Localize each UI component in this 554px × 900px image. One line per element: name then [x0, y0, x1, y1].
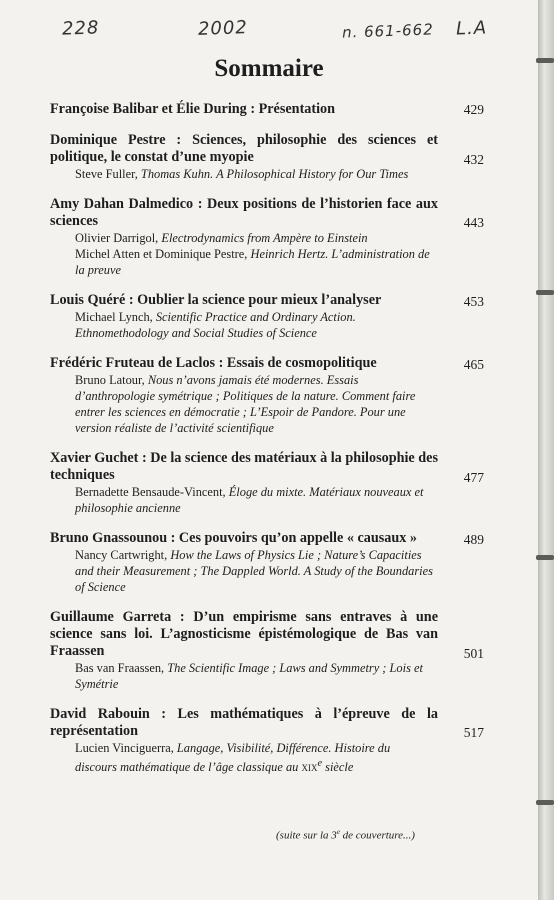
reviewed-title-main: Langage, Visibilité, Différence. Histoire du discours mathématique de l’âge classique au [75, 741, 391, 775]
reviewed-author: Bruno Latour, [75, 373, 148, 387]
reviewed-title: Thomas Kuhn. A Philosophical History for Our Times [140, 167, 409, 181]
handwritten-note-year: 2002 [197, 17, 249, 40]
reviewed-work [75, 246, 433, 278]
page-title: Sommaire [214, 55, 324, 82]
entry-heading: Louis Quéré : Oublier la science pour mieux l’analyser [50, 292, 382, 308]
entry-heading: David Rabouin : Les mathématiques à l’épreuve de la représentation [50, 706, 438, 739]
entry-page-number: 501 [463, 646, 484, 661]
reviewed-title: Electrodynamics from Ampère to Einstein [161, 231, 368, 245]
entry-heading: Amy Dahan Dalmedico : Deux positions de l’historien face aux sciences [50, 196, 438, 229]
entry-page-number: 465 [463, 357, 484, 372]
entry-page-number: 477 [463, 470, 484, 485]
reviewed-title: Nous n’avons jamais été modernes. Essais d’anthropologie symétrique ; Politiques de la nature. Comment faire entrer les sciences en démocratie ; L’Espoir de Pandore. Pour une version réaliste de l’activité scientifique [75, 373, 416, 435]
page-edge [538, 0, 554, 900]
reviewed-work [75, 372, 433, 436]
toc-entry [50, 609, 484, 692]
reviewed-author: Lucien Vinciguerra, [75, 741, 177, 755]
reviewed-title: How the Laws of Physics Lie ; Nature’s Capacities and their Measurement ; The Dappled World. A Study of the Boundaries of Science [75, 548, 433, 594]
toc-entry [50, 706, 484, 775]
entry-page-number: 517 [463, 725, 484, 740]
reviewed-author: Bas van Fraassen, [75, 661, 168, 675]
entry-heading: Xavier Guchet : De la science des matériaux à la philosophie des techniques [50, 450, 438, 483]
binding-clip [536, 58, 554, 63]
handwritten-note-number: 228 [61, 17, 100, 40]
entry-heading: Dominique Pestre : Sciences, philosophie des sciences et politique, le constat d’une myopie [50, 132, 438, 165]
reviewed-author: Steve Fuller, [75, 167, 141, 181]
reviewed-title: Scientific Practice and Ordinary Action. Ethnomethodology and Social Studies of Science [75, 310, 356, 340]
century-numeral: xix [301, 760, 318, 775]
reviewed-author: Michel Atten et Dominique Pestre, [75, 247, 251, 261]
toc-entry [50, 450, 484, 516]
reviewed-work [75, 230, 433, 246]
entry-heading: Françoise Balibar et Élie During : Présentation [50, 101, 336, 117]
toc-entry [50, 292, 484, 341]
reviewed-author: Nancy Cartwright, [75, 548, 171, 562]
continuation-note [276, 828, 415, 842]
entry-page-number: 429 [463, 102, 484, 117]
toc-entry [50, 101, 484, 118]
toc-entry [50, 196, 484, 278]
binding-clip [536, 800, 554, 805]
entry-page-number: 432 [463, 152, 484, 167]
entry-page-number: 489 [463, 532, 484, 547]
footer-suffix: de couverture...) [339, 829, 415, 842]
reviewed-title: The Scientific Image ; Laws and Symmetry ; Lois et Symétrie [75, 661, 423, 691]
reviewed-work [75, 660, 433, 692]
handwritten-note-issue: n. 661-662 [341, 20, 435, 42]
reviewed-author: Bernadette Bensaude-Vincent, [75, 485, 229, 499]
binding-clip [536, 290, 554, 295]
footer-prefix: (suite sur la 3 [276, 829, 337, 842]
footer-sup: e [336, 828, 340, 836]
entry-heading: Frédéric Fruteau de Laclos : Essais de cosmopolitique [50, 355, 377, 371]
entry-page-number: 443 [463, 215, 484, 230]
table-of-contents [50, 101, 484, 789]
reviewed-work [75, 484, 433, 516]
reviewed-title: Éloge du mixte. Matériaux nouveaux et philosophie ancienne [75, 485, 424, 515]
toc-entry [50, 132, 484, 182]
toc-entry [50, 355, 484, 436]
reviewed-work [75, 309, 433, 341]
entry-heading: Guillaume Garreta : D’un empirisme sans entraves à une science sans loi. L’agnosticisme épistémologique de Bas van Fraassen [50, 609, 438, 659]
reviewed-work [75, 166, 433, 182]
reviewed-author: Michael Lynch, [75, 310, 156, 324]
reviewed-work [75, 547, 433, 595]
toc-entry [50, 530, 484, 595]
century-suffix: e [317, 758, 323, 769]
reviewed-work [75, 740, 433, 775]
reviewed-title: Heinrich Hertz. L’administration de la preuve [75, 247, 430, 277]
handwritten-note-initials: L.A [455, 17, 488, 40]
reviewed-title-tail: siècle [322, 760, 354, 775]
binding-clip [536, 555, 554, 560]
reviewed-author: Olivier Darrigol, [75, 231, 162, 245]
entry-heading: Bruno Gnassounou : Ces pouvoirs qu’on appelle « causaux » [50, 530, 417, 546]
entry-page-number: 453 [463, 294, 484, 309]
